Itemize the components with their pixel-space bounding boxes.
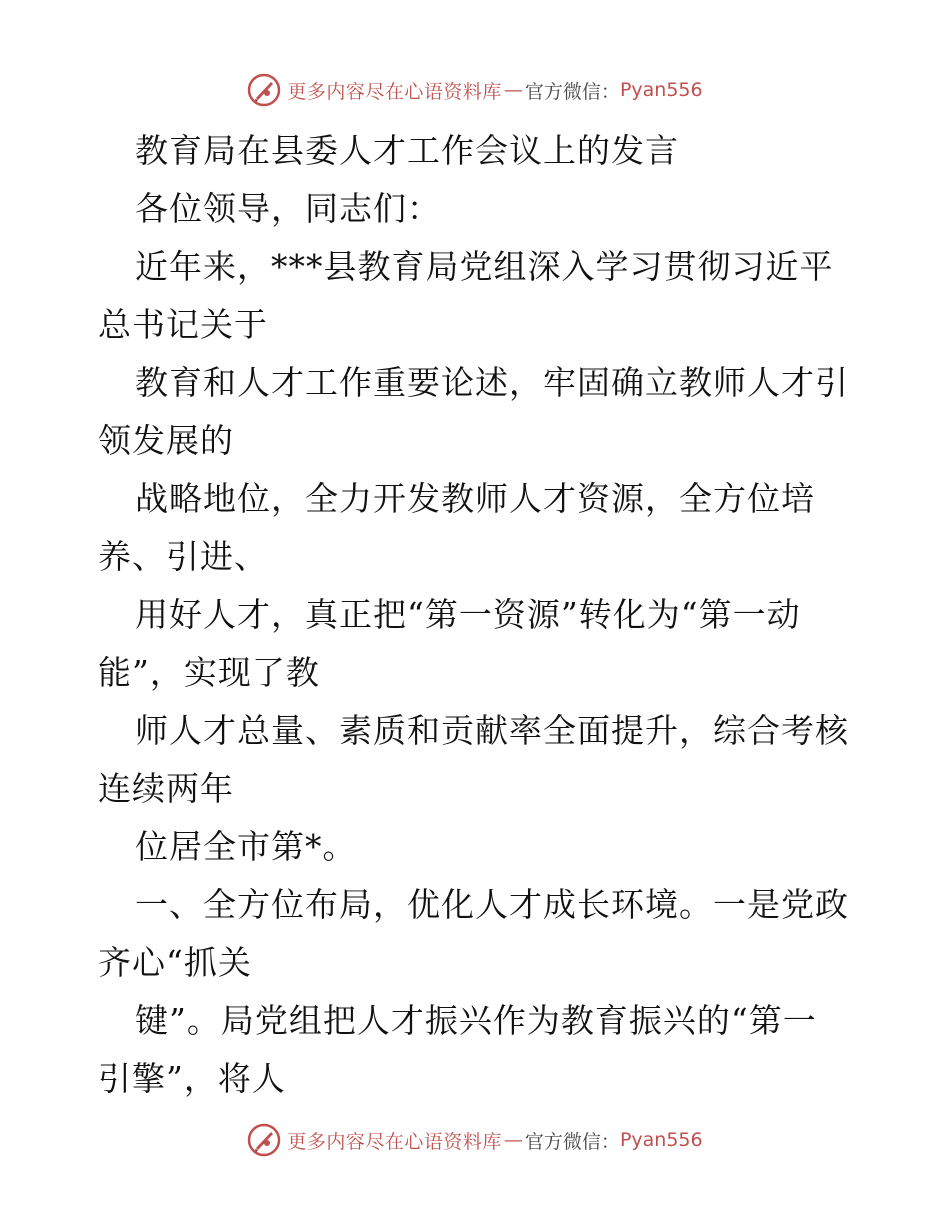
- banner-wechat-label: 官方微信：: [524, 80, 620, 103]
- text-line: 引擎”，将人: [98, 1059, 286, 1098]
- document-body: [98, 122, 858, 1108]
- header-banner: [0, 70, 950, 110]
- banner-wechat-label: 官方微信：: [524, 1130, 620, 1153]
- text-line: 总书记关于: [98, 305, 268, 344]
- text-line: 养、引进、: [98, 537, 268, 576]
- text-line: 师人才总量、素质和贡献率全面提升，综合考核: [135, 711, 849, 750]
- banner-dash: —: [503, 79, 523, 101]
- quill-logo-icon: [247, 1123, 281, 1157]
- text-line: 教育局在县委人才工作会议上的发言: [135, 131, 679, 170]
- text-line: 齐心“抓关: [98, 943, 252, 982]
- quill-logo-icon: [247, 73, 281, 107]
- text-line: 位居全市第*。: [135, 827, 357, 866]
- footer-banner: [0, 1120, 950, 1160]
- text-line: 教育和人才工作重要论述，牢固确立教师人才引: [135, 363, 849, 402]
- text-line: 各位领导，同志们：: [135, 189, 441, 228]
- text-line: 能”，实现了教: [98, 653, 320, 692]
- banner-wechat-id: Pyan556: [619, 79, 703, 101]
- banner-dash: —: [503, 1129, 523, 1151]
- text-line: 一、全方位布局，优化人才成长环境。一是党政: [135, 885, 849, 924]
- text-line: 键”。局党组把人才振兴作为教育振兴的“第一: [135, 1001, 817, 1040]
- text-line: 用好人才，真正把“第一资源”转化为“第一动: [135, 595, 801, 634]
- text-line: 战略地位，全力开发教师人才资源，全方位培: [135, 479, 815, 518]
- banner-wechat-id: Pyan556: [619, 1129, 703, 1151]
- banner-brand: 更多内容尽在心语资料库: [287, 1130, 502, 1153]
- banner-brand: 更多内容尽在心语资料库: [287, 80, 502, 103]
- text-line: 连续两年: [98, 769, 234, 808]
- text-line: 近年来，***县教育局党组深入学习贯彻习近平: [135, 247, 834, 286]
- text-line: 领发展的: [98, 421, 234, 460]
